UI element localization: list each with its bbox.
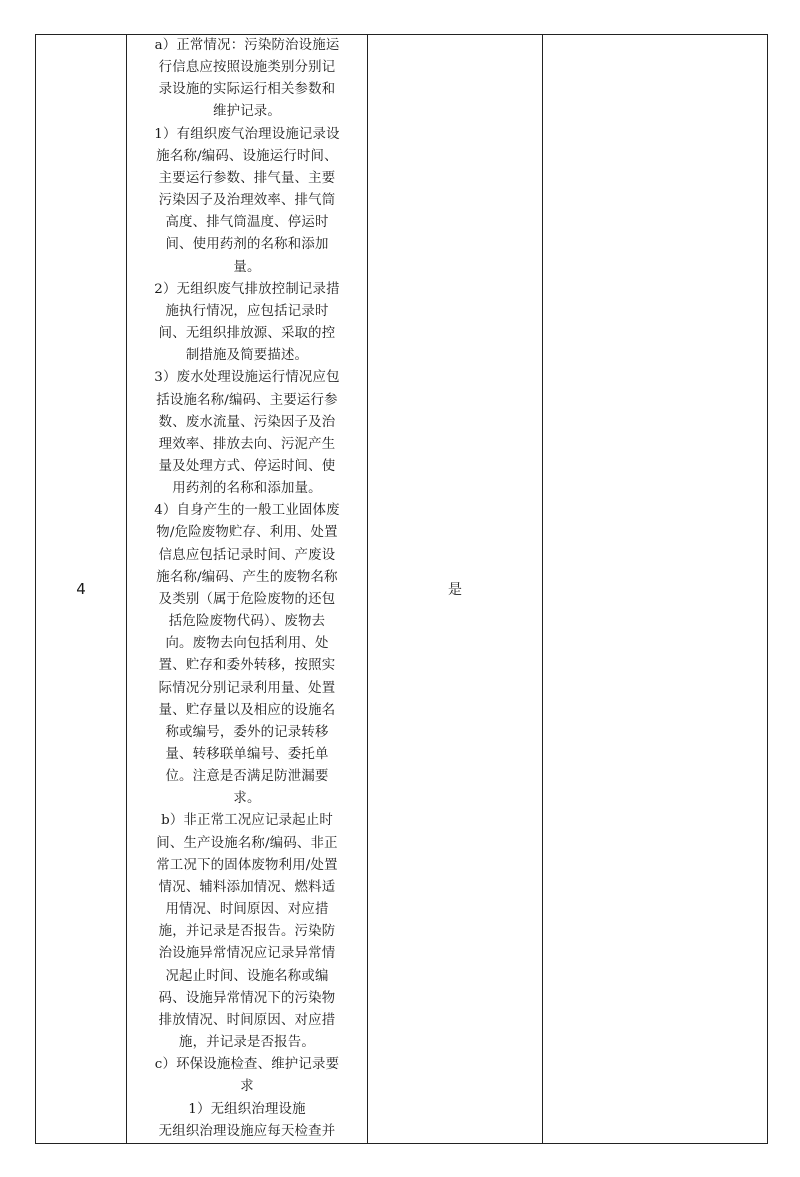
content-line: 施执行情况，应包括记录时 bbox=[165, 303, 329, 319]
content-line: 4）自身产生的一般工业固体废 bbox=[154, 503, 340, 519]
content-line: 治设施异常情况应记录异常情 bbox=[158, 946, 336, 962]
content-line: 1）无组织治理设施 bbox=[188, 1101, 306, 1117]
table-row bbox=[36, 35, 768, 1144]
content-line: 3）废水处理设施运行情况应包 bbox=[154, 370, 340, 386]
row-number-cell: 4 bbox=[36, 35, 127, 1144]
content-line: 量、转移联单编号、委托单 bbox=[165, 747, 329, 762]
content-line: 置、贮存和委外转移，按照实 bbox=[158, 658, 336, 674]
content-line: 括危险废物代码）、废物去 bbox=[168, 614, 326, 630]
content-line: 2）无组织废气排放控制记录措 bbox=[154, 281, 340, 297]
content-line: 用情况、时间原因、对应措 bbox=[165, 902, 329, 918]
content-line: 向。废物去向包括利用、处 bbox=[165, 636, 329, 652]
content-line: 物/危险废物贮存、利用、处置 bbox=[156, 525, 338, 541]
content-line: 施名称/编码、设施运行时间、 bbox=[156, 148, 338, 164]
content-line: 施，并记录是否报告。 bbox=[179, 1035, 315, 1051]
content-line: 求。 bbox=[233, 791, 261, 807]
remarks-cell bbox=[543, 35, 768, 1144]
content-line: 制措施及简要描述。 bbox=[185, 348, 309, 364]
content-line: 高度、排气筒温度、停运时 bbox=[165, 215, 329, 231]
content-line: 间、无组织排放源、采取的控 bbox=[158, 326, 336, 342]
content-line: 用药剂的名称和添加量。 bbox=[172, 481, 322, 497]
content-line: 1）有组织废气治理设施记录设 bbox=[154, 126, 340, 142]
content-line: c）环保设施检查、维护记录要 bbox=[154, 1057, 340, 1073]
content-line: 求 bbox=[240, 1079, 254, 1095]
content-line: 称或编号，委外的记录转移 bbox=[165, 724, 329, 740]
content-line: b）非正常工况应记录起止时 bbox=[161, 813, 333, 829]
content-line: 排放情况、时间原因、对应措 bbox=[158, 1012, 336, 1028]
content-line: 量、贮存量以及相应的设施名 bbox=[158, 702, 336, 718]
content-line: 信息应包括记录时间、产废设 bbox=[158, 547, 336, 563]
content-line: 常工况下的固体废物利用/处置 bbox=[156, 857, 338, 873]
content-line: 间、使用药剂的名称和添加 bbox=[165, 237, 329, 253]
content-line: 及类别（属于危险废物的还包 bbox=[158, 591, 336, 607]
content-line: 施名称/编码、产生的废物名称 bbox=[156, 569, 338, 585]
content-line: 位。注意是否满足防泄漏要 bbox=[165, 769, 329, 785]
content-line: 码、设施异常情况下的污染物 bbox=[158, 990, 336, 1006]
inspection-table bbox=[35, 34, 768, 1144]
content-line: 理效率、排放去向、污泥产生 bbox=[158, 436, 336, 452]
content-line: 数、废水流量、污染因子及治 bbox=[158, 414, 336, 430]
content-line: 录设施的实际运行相关参数和 bbox=[158, 82, 336, 98]
content-line: 污染因子及治理效率、排气筒 bbox=[158, 193, 336, 209]
content-line: 括设施名称/编码、主要运行参 bbox=[156, 392, 338, 408]
content-line: 间、生产设施名称/编码、非正 bbox=[156, 835, 338, 851]
content-line: 情况、辅料添加情况、燃料适 bbox=[158, 879, 336, 895]
requirement-content-cell bbox=[127, 35, 368, 1144]
compliance-result-cell: 是 bbox=[368, 35, 543, 1144]
content-line: 况起止时间、设施名称或编 bbox=[165, 968, 329, 984]
content-line: 主要运行参数、排气量、主要 bbox=[158, 170, 336, 186]
content-line: a）正常情况：污染防治设施运 bbox=[154, 38, 340, 53]
content-line: 行信息应按照设施类别分别记 bbox=[158, 60, 336, 76]
content-line: 量。 bbox=[233, 259, 261, 275]
content-line: 量及处理方式、停运时间、使 bbox=[158, 458, 336, 474]
content-line: 维护记录。 bbox=[213, 104, 281, 120]
content-line: 际情况分别记录利用量、处置 bbox=[158, 680, 336, 696]
content-line: 无组织治理设施应每天检查并 bbox=[158, 1123, 336, 1139]
content-line: 施，并记录是否报告。污染防 bbox=[158, 924, 336, 940]
